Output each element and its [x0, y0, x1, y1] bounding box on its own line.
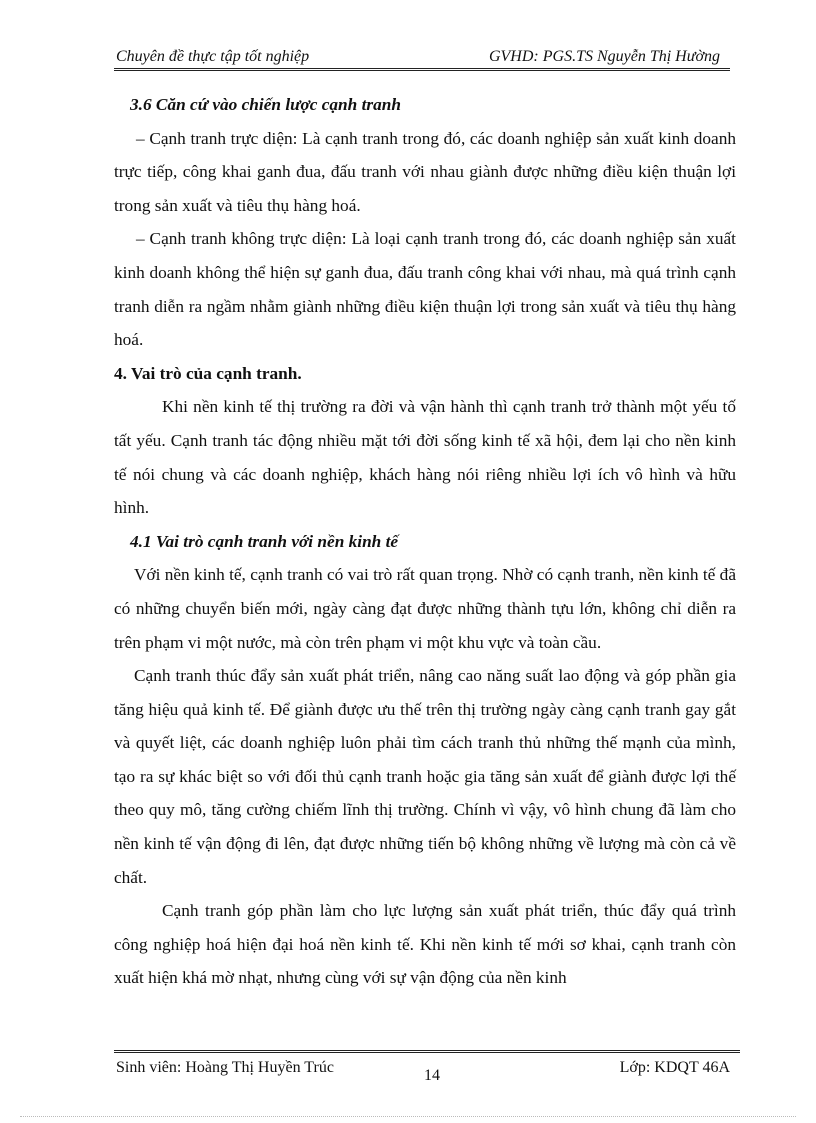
- page-footer: [114, 1050, 740, 1093]
- page-number: 14: [424, 1067, 440, 1084]
- paragraph-indirect-competition: – Cạnh tranh không trực diện: Là loại cạnh tranh trong đó, các doanh nghiệp sản xuất kinh doanh không thể hiện sự ganh đua, đấu tranh công khai với nhau, mà quá trình cạnh tranh diễn ra ngầm nhằm giành những điều kiện thuận lợi trong sản xuất và tiêu thụ hàng hoá.: [114, 229, 736, 350]
- header-supervisor: GVHD: PGS.TS Nguyễn Thị Hường: [488, 48, 720, 65]
- paragraph-direct-competition: – Cạnh tranh trực diện: Là cạnh tranh trong đó, các doanh nghiệp sản xuất kinh doanh trực tiếp, công khai ganh đua, đấu tranh với nhau giành được những điều kiện thuận lợi trong sản xuất và tiêu thụ hàng hoá.: [114, 128, 736, 215]
- paragraph-productive-forces: Cạnh tranh góp phần làm cho lực lượng sản xuất phát triển, thúc đẩy quá trình công nghiệp hoá hiện đại hoá nền kinh tế. Khi nền kinh tế mới sơ khai, cạnh tranh còn xuất hiện khá mờ nhạt, nhưng cùng với sự vận động của nền kinh: [114, 901, 736, 988]
- paragraph-production-growth: Cạnh tranh thúc đẩy sản xuất phát triển, nâng cao năng suất lao động và góp phần gia tăng hiệu quả kinh tế. Để giành được ưu thế trên thị trường ngày càng cạnh tranh gay gắt và quyết liệt, các doanh nghiệp luôn phải tìm cách tranh thủ những thế mạnh của mình, tạo ra sự khác biệt so với đối thủ cạnh tranh hoặc gia tăng sản xuất để giành được lợi thế theo quy mô, tăng cường chiếm lĩnh thị trường. Chính vì vậy, vô hình chung đã làm cho nền kinh tế vận động đi lên, đạt được những tiến bộ không những về lượng mà còn cả về chất.: [114, 666, 736, 887]
- page-header: [114, 44, 730, 71]
- section-heading-3-6: 3.6 Căn cứ vào chiến lược cạnh tranh: [130, 95, 401, 114]
- footer-class: Lớp: KDQT 46A: [619, 1059, 730, 1076]
- footer-student: Sinh viên: Hoàng Thị Huyền Trúc: [116, 1059, 334, 1076]
- page-edge-divider: [20, 1116, 796, 1117]
- section-heading-4: 4. Vai trò của cạnh tranh.: [114, 363, 302, 383]
- header-thesis-title: Chuyên đề thực tập tốt nghiệp: [116, 48, 310, 65]
- paragraph-economy-role: Với nền kinh tế, cạnh tranh có vai trò rất quan trọng. Nhờ có cạnh tranh, nền kinh tế đã có những chuyển biến mới, ngày càng đạt được những thành tựu lớn, không chỉ diễn ra trên phạm vi một nước, mà còn trên phạm vi một khu vực và toàn cầu.: [114, 565, 736, 652]
- section-heading-4-1: 4.1 Vai trò cạnh tranh với nền kinh tế: [130, 531, 399, 551]
- page-body: [114, 88, 736, 995]
- paragraph-role-intro: Khi nền kinh tế thị trường ra đời và vận hành thì cạnh tranh trở thành một yếu tố tất yếu. Cạnh tranh tác động nhiều mặt tới đời sống kinh tế xã hội, đem lại cho nền kinh tế nói chung và các doanh nghiệp, khách hàng nói riêng nhiều lợi ích vô hình và hữu hình.: [114, 397, 736, 518]
